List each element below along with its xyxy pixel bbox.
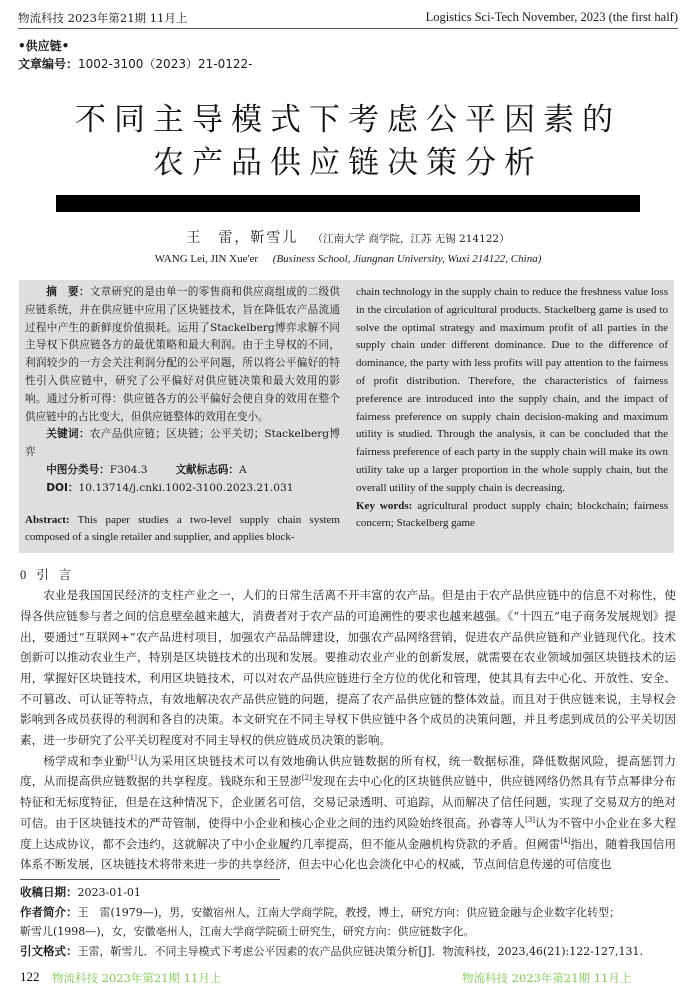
keywords-en [356,498,668,534]
doi-line [25,480,340,498]
paragraph: 农业是我国国民经济的支柱产业之一，人们的日常生活离不开丰富的农产品。但是由于农产品供应链中的信息不对称性，使得各供应链参与者之间的信息壁垒越来越大，消费者对于农产品的可追溯性的要求也越来越强。《“十四五”电子商务发展规划》提出，要通过“互联网+”农产品进村项目，加强农产品品牌建设，加强农产品网络营销，促进农产品供应链和产业链现代化。技术创新可以推动农业生产，特别是区块链技术的出现和发展。要推动农业产业的创新发展，就需要在农业领域加强区块链技术的运用，掌握好区块链技术，利用区块链技术，可以对农产品供应链进行全方位的优化和管理，使其具有去中心化、开放性、安全、不可篡改、可认证等特点，有效地解决农产品供应链的问题，提高了农产品供应链的整体效益。而且对于供应链来说，主导权会影响到各成员获得的利润和各自的决策。本文研究在不同主导权下供应链中各个成员的决策问题，并且考虑到成员的公平关切因素，进一步研究了公平关切程度对不同主导权的供应链成员决策的影响。 [20,588,676,748]
article-number [18,55,678,73]
clc-value: F304.3 [109,463,148,476]
running-head-journal-en: Logistics Sci-Tech November, 2023 (the first half) [425,10,678,24]
text-segment: 杨学成和李业勤 [43,753,128,768]
doc-code-value: A [239,463,247,476]
paragraph [20,751,676,875]
page-footer [20,969,680,989]
watermark-right: 物流科技 2023年第21期 11月上 [462,971,632,985]
citation-format [20,942,676,962]
doi-label: DOI： [46,481,79,494]
title-divider-bar [56,195,640,212]
citation-ref[interactable]: [2] [301,774,312,783]
keywords-cn-label: 关键词： [46,428,90,441]
watermark-left: 物流科技 2023年第21期 11月上 [52,971,222,985]
abstract-en-column [356,284,668,547]
footnotes [20,883,676,961]
abstract-cn-column [25,284,340,547]
author-bio-continued: 靳雪儿(1998—)，女，安徽亳州人，江南大学商学院硕士研究生，研究方向：供应链数字化。 [20,925,475,938]
citation-label: 引文格式： [20,943,78,958]
author-names-cn: 王 雷，靳雪儿 [186,230,299,246]
clc-label: 中图分类号： [46,463,110,476]
paper-title-line-1: 不同主导模式下考虑公平因素的 [75,102,621,138]
text-segment: 认为不管中小企业在多大程度上达成协议，都不会违约，这就解决了中小企业履约几率提高，但不能从金融机构贷款的矛盾。但阙雷 [20,815,676,851]
received-value: 2023-01-01 [77,886,141,899]
doc-code-label: 文献标志码： [175,463,239,476]
footnote-divider [20,879,280,880]
running-head [18,8,678,29]
author-names-en: WANG Lei, JIN Xue'er [154,253,259,265]
abstract-en-start [25,512,340,548]
article-number-label: 文章编号： [18,57,79,71]
abstract-en-label: Abstract: [25,513,70,526]
abstract-cn-text: 文章研究的是由单一的零售商和供应商组成的二级供应链系统，并在供应链中应用了区块链技术，旨在降低农产品流通过程中产生的新鲜度价值损耗。运用了Stackelberg博弈求解不同主导权下供应链各方的最优策略和最大利润。由于主导权的不同，利润较少的一方会关注利润分配的公平问题，所以将公平偏好的特性引入供应链中，研究了公平偏好对供应链决策和最大效用的影响。通过分析可得：供应链各方的公平偏好会使自身的效用在整个供应链中的占比变大，但供应链整体的效用在变小。 [25,286,341,423]
keywords-cn [25,426,340,462]
abstract-en-text-right: chain technology in the supply chain to reduce the freshness value loss in the circulation of agricultural products. Stackelberg game is used to solve the optimal strategy and maximum profit of all parties in the supply chain under different dominance. Due to the difference of dominance, the party with less profits will pay attention to the fairness of profit distribution. Therefore, the characteristics of fairness preference are introduced into the supply chain, and the impact of fairness preference on supply chain decision-making and maximum utility is studied. Through the analysis, it can be concluded that the fairness preference of each party in the supply chain will make its own utility take up a larger proportion in the whole supply chain, but the overall utility of the supply chain is decreasing. [356,286,668,494]
text-segment: 指出，随着我国信用体系不断发展，区块链技术将带来进一步的共享经济，但去中心化也会淡化中心的权威，节点间信息传递的可信度也 [20,836,676,872]
authors-cn [18,228,678,249]
keywords-cn-text: 农产品供应链；区块链；公平关切；Stackelberg博弈 [25,428,340,459]
paper-title [18,99,678,185]
page-number: 122 [20,969,40,984]
citation-ref[interactable]: [1] [127,753,137,762]
text-segment: 发现在去中心化的区块链供应链中，供应链网络仍然具有节点幂律分布特征和无标度特征，但是在这种情况下，企业匿名可信，交易记录透明、可追踪，从而解决了信任问题，实现了交易双方的绝对可信。由于区块链技术的严苛管制，使得中小企业和核心企业之间的违约风险始终很高。孙睿等人 [20,774,676,830]
authors-en [18,251,678,268]
running-head-journal: 物流科技 2023年第21期 11月上 [18,11,188,25]
classification-line [25,462,340,480]
doi-value[interactable]: 10.13714/j.cnki.1002-3100.2023.21.031 [78,481,294,494]
citation-ref[interactable]: [3] [525,815,536,824]
received-date [20,883,676,903]
abstract-box [19,280,674,553]
received-label: 收稿日期： [20,885,78,899]
section-tag: •供应链• [18,39,70,53]
article-number-value: 1002-3100（2023）21-0122- [78,57,253,71]
citation-ref[interactable]: [4] [560,836,571,845]
introduction-body [20,585,676,875]
abstract-cn [25,284,340,426]
abstract-cn-label: 摘 要： [46,286,90,298]
bio-label: 作者简介： [20,904,78,919]
author-affiliation-cn: （江南大学 商学院，江苏 无锡 214122） [312,233,510,245]
paper-title-line-2: 农产品供应链决策分析 [153,145,543,181]
keywords-en-label: Key words: [356,499,413,512]
abstract-en-text-left: This paper studies a two-level supply chain system composed of a single retailer and supplier, and applies block- [25,513,340,544]
bio-line-1: 王 雷(1979—)，男，安徽宿州人，江南大学商学院，教授，博士，研究方向：供应链金融与企业数字化转型； [77,905,621,919]
author-bio [20,903,676,923]
citation-value: 王雷，靳雪儿．不同主导模式下考虑公平因素的农产品供应链决策分析[J]．物流科技，2023,46(21):122-127,131. [77,944,643,958]
author-affiliation-en: (Business School, Jiangnan University, Wuxi 214122, China) [272,253,542,265]
section-heading-introduction [20,565,678,585]
keywords-en-text: agricultural product supply chain; blockchain; fairness concern; Stackelberg game [356,499,669,530]
section-number: 0 [20,568,27,583]
text-segment: 认为采用区块链技术可以有效地确认供应链数据的所有权，统一数据标准，降低数据风险，提高惩罚力度，从而提高供应链数据的共享程度。钱晓东和王昱澎 [20,753,676,789]
section-title: 引言 [36,567,82,583]
